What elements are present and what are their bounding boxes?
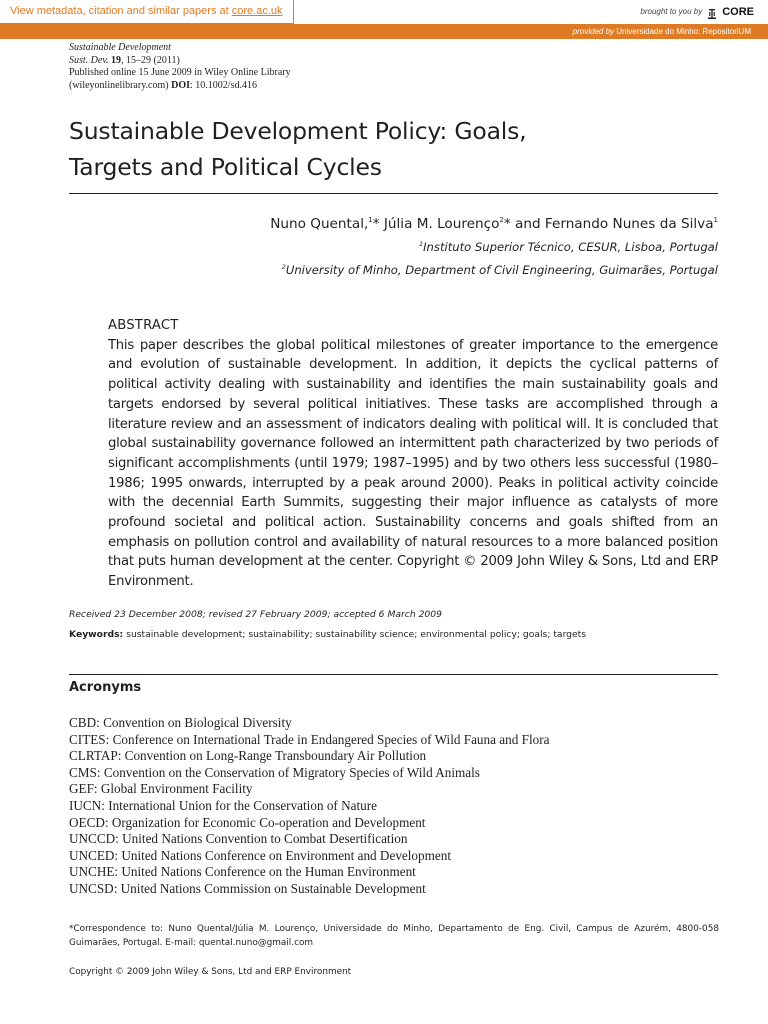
journal-citation [69, 55, 369, 68]
doi: : 10.1002/sd.416 [190, 79, 257, 91]
affiliation-2-text: University of Minho, Department of Civil Engineering, Guimarães, Portugal [285, 263, 718, 277]
citation-abbrev: Sust. Dev. [69, 54, 109, 66]
author-2: Júlia M. Lourenço [383, 216, 500, 232]
author-1-affil-mark: 1 [368, 216, 373, 224]
journal-info [69, 42, 369, 92]
author-1-corresponding-mark: * [372, 216, 384, 232]
acronym-item: CLRTAP: Convention on Long-Range Transboundary Air Pollution [69, 748, 427, 764]
acronym-item: CMS: Convention on the Conservation of Migratory Species of Wild Animals [69, 764, 480, 780]
author-1: Nuno Quental, [270, 216, 369, 232]
correspondence-footnote: *Correspondence to: Nuno Quental/Júlia M. Lourenço, Universidade do Minho, Departamento de Eng. Civil, Campus de Azurém, 4800-058 Guimarães, Portugal. E-mail: quental.nuno@gmail.com [69, 924, 719, 948]
acronyms-list [69, 715, 719, 898]
core-brought-by[interactable] [640, 0, 754, 24]
author-3-affil-mark: 1 [713, 216, 718, 224]
journal-name: Sustainable Development [69, 42, 171, 53]
acronym-item: IUCN: International Union for the Conservation of Nature [69, 797, 377, 813]
acronym-item: CITES: Conference on International Trade in Endangered Species of Wild Fauna and Flora [69, 731, 550, 747]
pages: , 15–29 (2011) [121, 54, 180, 66]
abstract-body: This paper describes the global political milestones of greater importance to the emergence and evolution of sustainable development. In addition, it depicts the cyclical patterns of political activity dealing with sustainability and identifies the main sustainability goals and targets endorsed by several political initiatives. These tasks are accomplished through a literature review and an assessment of indicators dealing with political will. It is concluded that global sustainability governance followed an intermittent path characterized by two periods of significant accomplishments (until 1979; 1987–1995) and by two others less successful (1980–1986; 1995 onwards, interrupted by a peak around 2000). Peaks in political activity coincide with the decennial Earth Summits, suggesting their major influence as catalysts of more profound societal and political action. Sustainability concerns and goals shifted from an emphasis on pollution control and availability of natural resources to a more balanced position that puts human development at the center. Copyright © 2009 John Wiley & Sons, Ltd and ERP Environment. [108, 337, 718, 590]
paper-title [69, 113, 719, 185]
affiliation-1 [78, 236, 718, 255]
provided-by-label: provided by [572, 27, 615, 36]
doi-label: DOI [171, 79, 191, 91]
affiliation-2-mark: 2 [281, 263, 286, 271]
title-line-1: Sustainable Development Policy: Goals, [69, 117, 527, 145]
title-line-2: Targets and Political Cycles [69, 153, 382, 181]
keywords [69, 628, 719, 642]
core-logo-icon [706, 6, 718, 18]
keywords-text: sustainable development; sustainability; sustainability science; environmental policy; goals; targets [123, 629, 587, 640]
acronyms-divider [69, 674, 718, 675]
keywords-label: Keywords: [69, 629, 124, 640]
brought-by-label: brought to you by [640, 7, 703, 16]
acronym-item: UNCCD: United Nations Convention to Combat Desertification [69, 831, 408, 847]
author-3: Fernando Nunes da Silva [544, 216, 714, 232]
affiliation-1-mark: 1 [419, 240, 424, 248]
published-date: Published online 15 June 2009 in Wiley Online Library [69, 67, 291, 79]
acronym-item: OECD: Organization for Economic Co-operation and Development [69, 814, 426, 830]
acronyms-heading: Acronyms [69, 680, 142, 695]
abstract-heading: ABSTRACT [108, 318, 179, 333]
doi-line [69, 80, 369, 93]
provided-by-bar [0, 24, 768, 39]
library: (wileyonlinelibrary.com) [69, 79, 169, 91]
core-metadata-prefix: View metadata, citation and similar papers at [10, 5, 232, 17]
acronym-item: GEF: Global Environment Facility [69, 781, 253, 797]
acronym-item: UNCED: United Nations Conference on Environment and Development [69, 847, 451, 863]
affiliation-2 [78, 259, 718, 278]
copyright-footer: Copyright © 2009 John Wiley & Sons, Ltd and ERP Environment [69, 967, 352, 977]
volume: 19 [111, 54, 122, 66]
author-2-corresponding-mark: * and [503, 216, 545, 232]
acronym-item: CBD: Convention on Biological Diversity [69, 715, 292, 730]
core-brand: CORE [722, 6, 754, 18]
author-2-affil-mark: 2 [499, 216, 504, 224]
authors [118, 210, 718, 234]
acronym-item: UNCSD: United Nations Commission on Sustainable Development [69, 880, 426, 896]
abstract [108, 316, 718, 592]
provided-by-source[interactable]: Universidade do Minho: RepositoriUM [616, 27, 751, 36]
affiliation-1-text: Instituto Superior Técnico, CESUR, Lisboa, Portugal [423, 240, 718, 254]
received-dates: Received 23 December 2008; revised 27 February 2009; accepted 6 March 2009 [69, 609, 442, 620]
core-metadata-notice [0, 0, 294, 24]
core-banner [0, 0, 768, 25]
acronym-item: UNCHE: United Nations Conference on the Human Environment [69, 864, 416, 880]
core-link[interactable]: core.ac.uk [231, 5, 283, 17]
title-divider [69, 193, 718, 194]
